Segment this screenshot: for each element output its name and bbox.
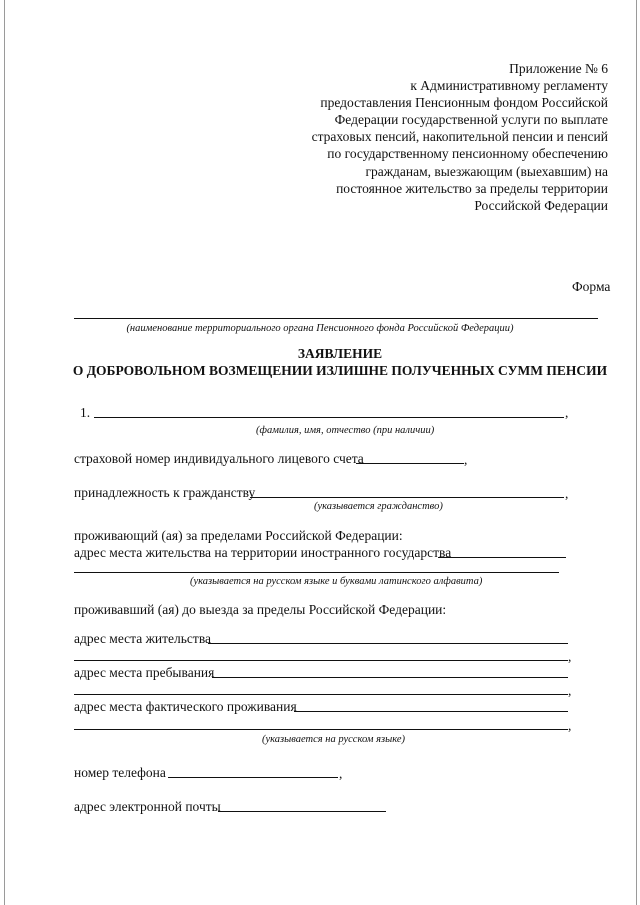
actual-address-field[interactable]: [294, 711, 568, 712]
comma: ,: [568, 683, 572, 698]
snils-field[interactable]: [356, 463, 464, 464]
citizenship-label: принадлежность к гражданству: [74, 485, 256, 500]
annex-line: по государственному пенсионному обеспечению: [327, 146, 608, 162]
comma: ,: [568, 718, 572, 733]
citizenship-hint: (указывается гражданство): [314, 501, 443, 512]
stay-address-label: адрес места пребывания: [74, 665, 215, 680]
page-edge-left: [4, 0, 5, 905]
residence-address-label: адрес места жительства: [74, 631, 212, 646]
email-label: адрес электронной почты: [74, 799, 221, 814]
foreign-address-field[interactable]: [438, 557, 566, 558]
citizenship-field[interactable]: [250, 497, 564, 498]
comma: ,: [339, 766, 343, 781]
before-departure-label: проживавший (ая) до выезда за пределы Российской Федерации:: [74, 602, 447, 617]
actual-address-field-line2[interactable]: [74, 729, 568, 730]
org-name-field[interactable]: [74, 318, 598, 319]
comma: ,: [464, 452, 468, 467]
document-subtitle: О ДОБРОВОЛЬНОМ ВОЗМЕЩЕНИИ ИЗЛИШНЕ ПОЛУЧЕННЫХ СУММ ПЕНСИИ: [72, 363, 608, 378]
document-title: ЗАЯВЛЕНИЕ: [297, 346, 383, 361]
annex-line: Российской Федерации: [474, 197, 608, 213]
actual-address-label: адрес места фактического проживания: [74, 699, 297, 714]
russian-language-hint: (указывается на русском языке): [262, 734, 406, 745]
residence-address-field-line2[interactable]: [74, 660, 568, 661]
comma: ,: [565, 405, 569, 420]
foreign-address-label: адрес места жительства на территории иностранного государства: [74, 545, 452, 560]
phone-field[interactable]: [168, 777, 338, 778]
snils-label: страховой номер индивидуального лицевого счета: [74, 451, 364, 466]
foreign-address-field-line2[interactable]: [74, 572, 559, 573]
org-name-hint: (наименование территориального органа Пенсионного фонда Российской Федерации): [126, 323, 514, 334]
stay-address-field-line2[interactable]: [74, 694, 568, 695]
page-edge-right: [636, 0, 637, 905]
form-label: Форма: [572, 279, 611, 294]
item-number: 1.: [80, 405, 91, 420]
annex-line: предоставления Пенсионным фондом Российской: [320, 95, 608, 111]
annex-line: постоянное жительство за пределы территории: [336, 180, 608, 196]
annex-line: Федерации государственной услуги по выплате: [334, 112, 608, 128]
annex-line: к Административному регламенту: [410, 78, 608, 94]
full-name-hint: (фамилия, имя, отчество (при наличии): [256, 425, 435, 436]
comma: ,: [568, 649, 572, 664]
comma: ,: [565, 486, 569, 501]
foreign-address-hint: (указывается на русском языке и буквами латинского алфавита): [190, 576, 483, 587]
annex-line: страховых пенсий, накопительной пенсии и пенсий: [311, 129, 608, 145]
stay-address-field[interactable]: [212, 677, 568, 678]
full-name-field[interactable]: [94, 417, 564, 418]
annex-line: гражданам, выезжающим (выехавшим) на: [365, 163, 608, 179]
abroad-label: проживающий (ая) за пределами Российской Федерации:: [74, 528, 403, 543]
annex-block: [312, 60, 608, 214]
phone-label: номер телефона: [74, 765, 166, 780]
residence-address-field[interactable]: [208, 643, 568, 644]
annex-line: Приложение № 6: [509, 61, 608, 76]
email-field[interactable]: [218, 811, 386, 812]
